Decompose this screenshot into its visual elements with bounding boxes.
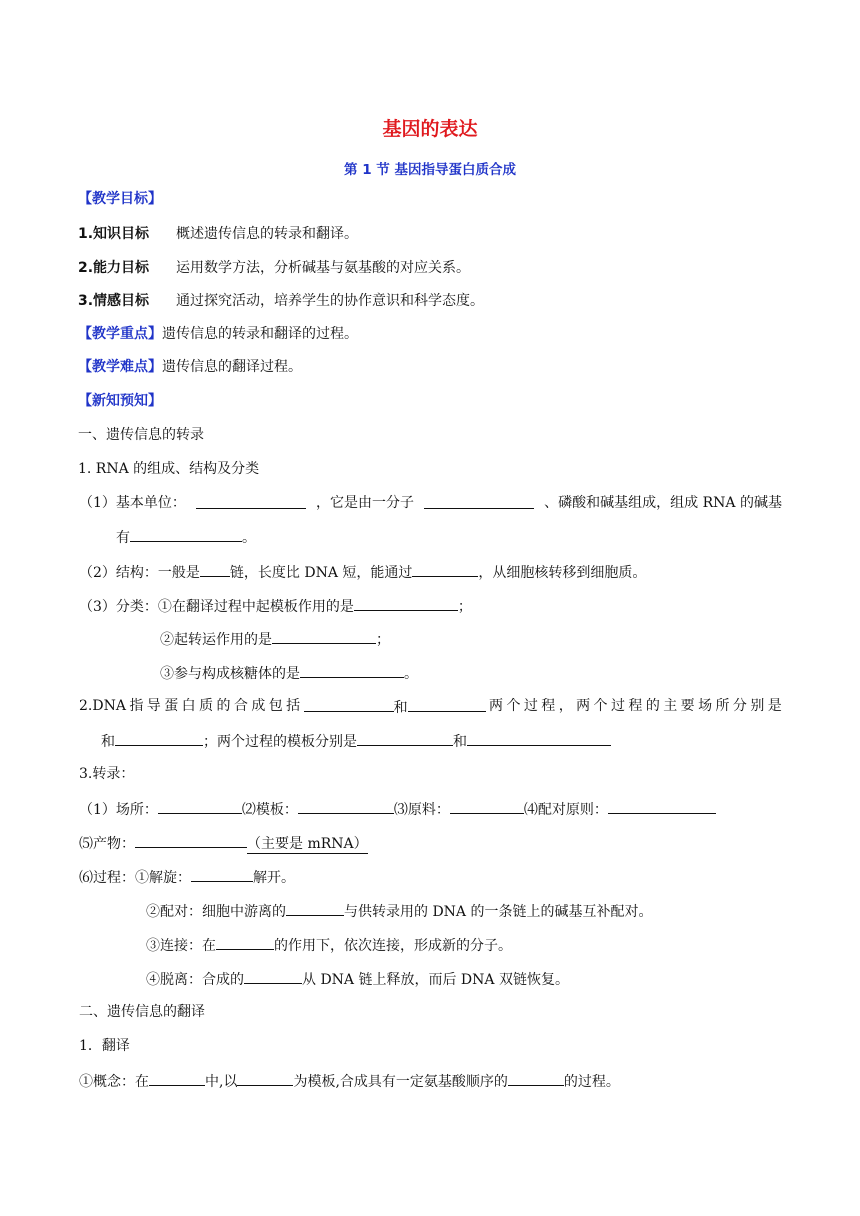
fill-blank[interactable] [304,697,394,712]
text: 场 [698,698,713,714]
text: 指 [129,698,144,714]
difficult-point-text: 遗传信息的翻译过程。 [162,359,302,375]
difficult-point [78,358,302,376]
text: 两 [489,698,504,714]
text: 质 [199,698,214,714]
text: ⑸产物： [79,836,135,852]
text: 的作用下，依次连接，形成新的分子。 [274,938,512,954]
translation-concept-line [79,1071,620,1091]
text: 2.DNA [79,698,126,714]
section-subtitle: 第 1 节 基因指导蛋白质合成 [344,162,516,178]
text: ；两个过程的模板分别是 [203,734,357,750]
page-title: 基因的表达 [382,118,478,140]
text: 白 [181,698,196,714]
text: 程 [628,698,643,714]
text: 链，长度比 DNA 短，能通过 [229,565,413,581]
text: （2）结构：一般是 [79,565,200,581]
fill-blank[interactable] [286,901,344,916]
text: 过 [610,698,625,714]
fill-blank[interactable] [508,1071,564,1086]
text: 个 [593,698,608,714]
transcription-heading: 3.转录： [79,766,135,782]
text: 程 [541,698,556,714]
fill-blank[interactable] [158,799,242,814]
text: ②起转运作用的是 [160,632,272,648]
rna-heading: 1. RNA 的组成、结构及分类 [78,461,260,477]
text: 蛋 [164,698,179,714]
fill-blank[interactable] [200,562,230,577]
text: 导 [146,698,161,714]
fill-blank[interactable] [424,494,534,509]
text: ； [376,632,390,648]
translation-heading: 1．翻译 [79,1038,130,1054]
text: ，从细胞核转移到细胞质。 [478,565,647,581]
text: ④脱离：合成的 [146,972,244,988]
text: （3）分类：①在翻译过程中起模板作用的是 [79,599,354,615]
fill-blank[interactable] [191,867,253,882]
text: ； [457,599,472,615]
fill-blank[interactable] [130,527,242,542]
fill-blank[interactable] [244,969,302,984]
objective-emotion [78,292,484,310]
text: 别 [750,698,765,714]
objective-text: 通过探究活动，培养学生的协作意识和科学态度。 [175,293,484,309]
text: ，它是由一分子 [316,495,415,511]
objective-label: 3.情感目标 [78,293,150,309]
text: （1）场所： [79,802,158,818]
fill-blank[interactable] [608,799,716,814]
objective-ability [78,259,470,277]
text: 和 [101,734,115,750]
rna-structure-line [79,562,646,582]
text: 为模板,合成具有一定氨基酸顺序的 [293,1074,508,1090]
difficult-point-label: 【教学难点】 [78,359,162,375]
text: 。 [242,530,256,546]
text: 解开。 [253,870,295,886]
text: 的 [216,698,231,714]
key-point-text: 遗传信息的转录和翻译的过程。 [162,326,358,342]
objective-text: 运用数学方法，分析碱基与氨基酸的对应关系。 [175,260,470,276]
dna-protein-line-2 [101,731,611,751]
text: ①概念：在 [79,1074,149,1090]
text: 所 [715,698,730,714]
fill-blank[interactable] [149,1071,205,1086]
fill-blank[interactable] [135,833,247,848]
rna-unit-line [79,494,782,512]
text: 括 [286,698,301,714]
fill-blank[interactable] [300,663,404,678]
fill-blank[interactable] [298,799,394,814]
text: ②配对：细胞中游离的 [146,904,286,920]
objective-label: 1.知识目标 [78,226,150,242]
fill-blank[interactable] [412,562,478,577]
transcription-product-line [79,833,368,853]
text: 和 [393,700,408,716]
text: ⑷配对原则： [523,802,608,818]
text: 个 [506,698,521,714]
text: 。 [404,666,418,682]
objective-label: 2.能力目标 [78,260,150,276]
objective-knowledge [78,225,358,243]
text: 有 [116,530,130,546]
dna-protein-line [79,697,782,717]
transcription-line-1 [79,799,716,819]
fill-blank[interactable] [354,596,458,611]
text: ③连接：在 [146,938,216,954]
text: 与供转录用的 DNA 的一条链上的碱基互补配对。 [344,904,653,920]
objective-text: 概述遗传信息的转录和翻译。 [175,226,358,242]
text: 的 [645,698,660,714]
text: ⑹过程：①解旋： [79,870,191,886]
process-line-4 [146,969,569,989]
key-point-label: 【教学重点】 [78,326,162,342]
text: 成 [251,698,266,714]
rna-class-line-1 [79,596,472,616]
objectives-header: 【教学目标】 [78,191,162,207]
fill-blank[interactable] [408,697,486,712]
text: 、磷酸和碱基组成，组成 RNA 的碱基 [544,495,782,511]
rna-unit-line-2 [116,527,256,547]
fill-blank[interactable] [216,935,274,950]
section2-heading: 二、遗传信息的翻译 [79,1004,205,1020]
text: 的过程。 [563,1074,620,1090]
fill-blank[interactable] [272,629,376,644]
text: 要 [680,698,695,714]
text: ⑶原料： [393,802,450,818]
text: 从 DNA 链上释放，而后 DNA 双链恢复。 [302,972,569,988]
text: 包 [268,698,283,714]
text: （1）基本单位： [79,495,186,511]
fill-blank[interactable] [450,799,524,814]
product-note: （主要是 mRNA） [247,836,368,852]
text: 中,以 [205,1074,238,1090]
text: 两 [576,698,591,714]
fill-blank[interactable] [196,494,306,509]
text: 主 [663,698,678,714]
text: 合 [233,698,248,714]
process-line-2 [146,901,652,921]
text: ③参与构成核糖体的是 [160,666,300,682]
text: 分 [732,698,747,714]
text: 过 [523,698,538,714]
text: ， [558,698,573,714]
fill-blank[interactable] [467,731,611,746]
text: 是 [767,698,782,714]
process-line-3 [146,935,512,955]
process-line-1 [79,867,295,887]
rna-class-line-3 [160,663,418,683]
fill-blank[interactable] [115,731,203,746]
preview-header: 【新知预知】 [78,393,162,409]
fill-blank[interactable] [237,1071,293,1086]
section1-heading: 一、遗传信息的转录 [78,427,204,443]
rna-class-line-2 [160,629,390,649]
key-point [78,325,358,343]
text: 和 [453,734,467,750]
text: ⑵模板： [241,802,298,818]
fill-blank[interactable] [357,731,453,746]
